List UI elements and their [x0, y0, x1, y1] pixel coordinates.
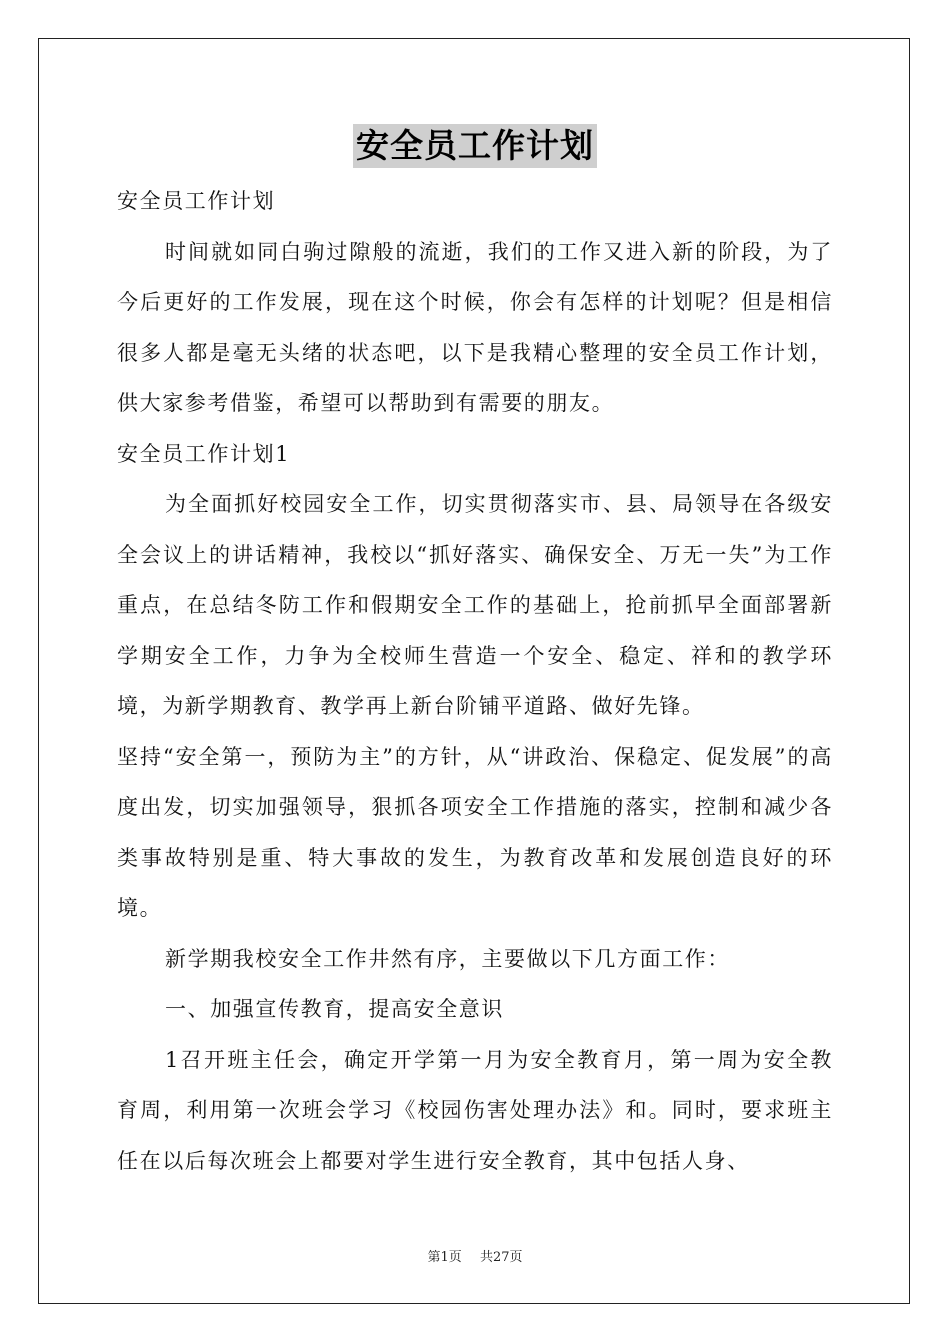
document-title-text: 安全员工作计划 [353, 124, 597, 168]
document-title [0, 124, 950, 168]
paragraph: 时间就如同白驹过隙般的流逝，我们的工作又进入新的阶段，为了今后更好的工作发展，现在这个时候，你会有怎样的计划呢？但是相信很多人都是毫无头绪的状态吧，以下是我精心整理的安全员工作计划，供大家参考借鉴，希望可以帮助到有需要的朋友。 [117, 239, 833, 415]
page-total: 共27页 [479, 1250, 523, 1265]
document-body [117, 176, 833, 1186]
paragraph: 安全员工作计划1 [117, 441, 291, 466]
paragraph: 1召开班主任会，确定开学第一月为安全教育月，第一周为安全教育周，利用第一次班会学习《校园伤害处理办法》和。同时，要求班主任在以后每次班会上都要对学生进行安全教育，其中包括人身、 [117, 1047, 833, 1173]
paragraph: 安全员工作计划 [117, 189, 276, 213]
paragraph: 坚持“安全第一，预防为主”的方针，从“讲政治、保稳定、促发展”的高度出发，切实加强领导，狠抓各项安全工作措施的落实，控制和减少各类事故特别是重、特大事故的发生，为教育改革和发展创造良好的环境。 [117, 744, 833, 920]
paragraph: 一、加强宣传教育，提高安全意识 [165, 997, 504, 1021]
page-footer [0, 1246, 950, 1265]
paragraph: 新学期我校安全工作井然有序，主要做以下几方面工作： [165, 946, 730, 971]
page-number: 第1页 [427, 1250, 462, 1265]
paragraph: 为全面抓好校园安全工作，切实贯彻落实市、县、局领导在各级安全会议上的讲话精神，我校以“抓好落实、确保安全、万无一失”为工作重点，在总结冬防工作和假期安全工作的基础上，抢前抓早全面部署新学期安全工作，力争为全校师生营造一个安全、稳定、祥和的教学环境，为新学期教育、教学再上新台阶铺平道路、做好先锋。 [117, 492, 833, 718]
